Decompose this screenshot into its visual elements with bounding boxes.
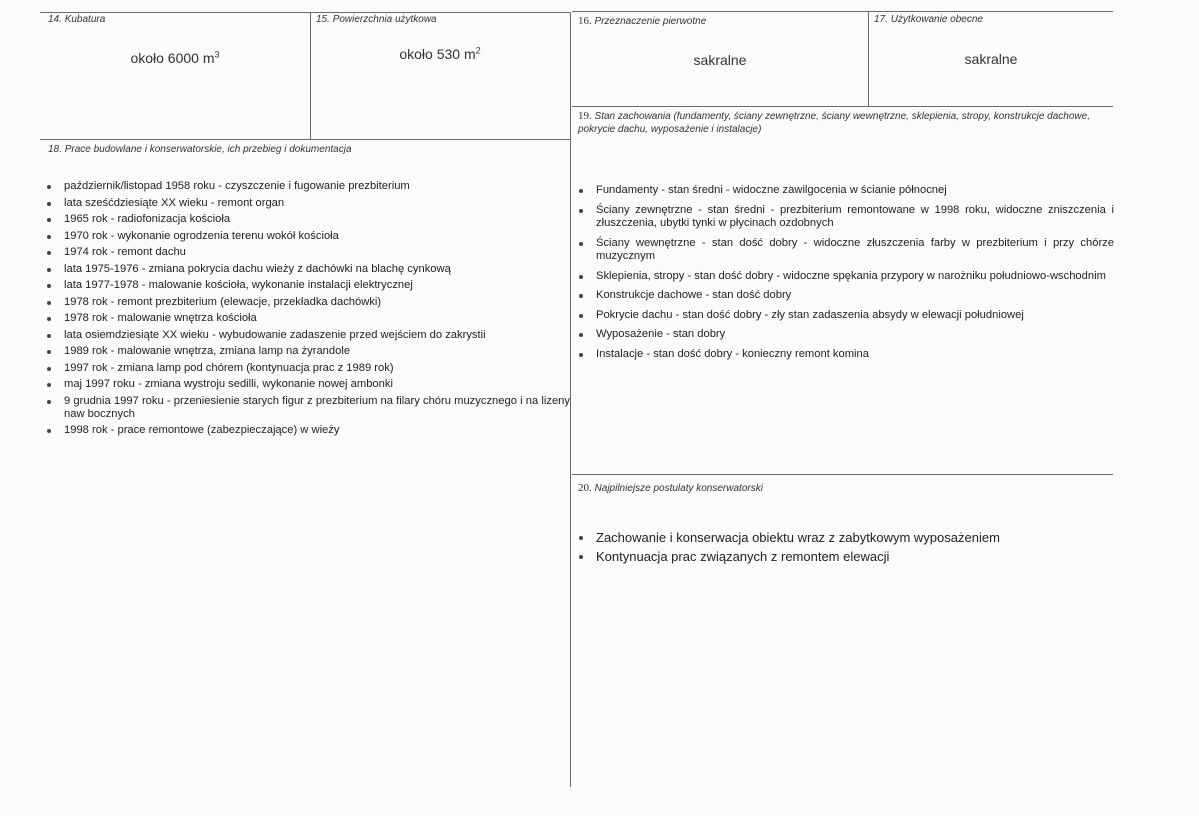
field-20-number: 20. <box>578 482 592 494</box>
field-16-value <box>572 52 868 68</box>
list-item: lata sześćdziesiąte XX wieku - remont organ <box>40 197 570 210</box>
field-17-title: Użytkowanie obecne <box>890 14 983 25</box>
list-item: październik/listopad 1958 roku - czyszczenie i fugowanie prezbiterium <box>40 180 570 193</box>
list-item: Zachowanie i konserwacja obiektu wraz z zabytkowym wyposażeniem <box>572 530 1114 546</box>
list-item: lata 1975-1976 - zmiana pokrycia dachu wieży z dachówki na blachę cynkową <box>40 263 570 276</box>
list-item: 1998 rok - prace remontowe (zabezpieczające) w wieży <box>40 424 570 437</box>
field-16-label <box>578 15 706 27</box>
divider-14-15 <box>310 12 311 139</box>
list-item: lata osiemdziesiąte XX wieku - wybudowanie zadaszenie przed wejściem do zakrystii <box>40 329 570 342</box>
list-item: 1978 rok - remont prezbiterium (elewacje, przekładka dachówki) <box>40 296 570 309</box>
field-18-title: Prace budowlane i konserwatorskie, ich przebieg i dokumentacja <box>64 144 352 155</box>
field-17-value <box>868 51 1114 67</box>
field-18-number: 18. <box>48 144 62 155</box>
field-20-label <box>578 482 763 494</box>
field-14-label <box>48 14 105 25</box>
list-item: Konstrukcje dachowe - stan dość dobry <box>572 289 1114 303</box>
field-19-number: 19. <box>578 110 592 122</box>
list-item: Ściany zewnętrzne - stan średni - prezbiterium remontowane w 1998 roku, widoczne zniszczenia i złuszczenia, ubytki tynki w płycinach ozdobnych <box>572 204 1114 231</box>
center-divider <box>570 12 571 787</box>
field-19-label <box>578 110 1098 136</box>
field-18-list <box>40 180 570 441</box>
field-15-label <box>316 14 437 25</box>
field-17-value-text: sakralne <box>964 51 1018 67</box>
field-15-value-text: około 530 m <box>399 46 476 62</box>
field-14-value <box>40 50 310 66</box>
list-item: 9 grudnia 1997 roku - przeniesienie starych figur z prezbiterium na filary chóru muzycznego i na lizeny naw bocznych <box>40 395 570 421</box>
field-19-list <box>572 184 1114 367</box>
field-14-number: 14. <box>48 14 62 25</box>
list-item: 1978 rok - malowanie wnętrza kościoła <box>40 312 570 325</box>
list-item: maj 1997 roku - zmiana wystroju sedilli, wykonanie nowej ambonki <box>40 378 570 391</box>
field-14-value-text: około 6000 m <box>130 50 215 66</box>
field-18-label <box>48 144 352 155</box>
list-item: 1989 rok - malowanie wnętrza, zmiana lamp na żyrandole <box>40 345 570 358</box>
divider-row-18 <box>40 139 570 140</box>
field-17-number: 17. <box>874 14 888 25</box>
list-item: 1970 rok - wykonanie ogrodzenia terenu wokół kościoła <box>40 230 570 243</box>
list-item: lata 1977-1978 - malowanie kościoła, wykonanie instalacji elektrycznej <box>40 279 570 292</box>
list-item: Wyposażenie - stan dobry <box>572 328 1114 342</box>
field-20-list <box>572 530 1114 568</box>
field-15-value-exponent: 2 <box>475 45 481 56</box>
field-15-number: 15. <box>316 14 330 25</box>
list-item: 1974 rok - remont dachu <box>40 246 570 259</box>
field-19-title: Stan zachowania (fundamenty, ściany zewnętrzne, ściany wewnętrzne, sklepienia, stropy, konstrukcje dachowe, pokrycie dachu, wyposażenie i instalacje) <box>578 111 1090 135</box>
field-16-title: Przeznaczenie pierwotne <box>594 16 707 27</box>
divider-row-20 <box>572 474 1113 475</box>
list-item: Kontynuacja prac związanych z remontem elewacji <box>572 549 1114 565</box>
field-16-number: 16. <box>578 15 592 27</box>
field-20-title: Najpilniejsze postulaty konserwatorski <box>594 483 763 494</box>
list-item: Pokrycie dachu - stan dość dobry - zły stan zadaszenia absydy w elewacji południowej <box>572 309 1114 323</box>
list-item: Instalacje - stan dość dobry - konieczny remont komina <box>572 348 1114 362</box>
list-item: Ściany wewnętrzne - stan dość dobry - widoczne złuszczenia farby w prezbiterium i przy chórze muzycznym <box>572 237 1114 264</box>
field-17-label <box>874 14 983 25</box>
divider-row-19 <box>572 106 1113 107</box>
list-item: Fundamenty - stan średni - widoczne zawilgocenia w ścianie północnej <box>572 184 1114 198</box>
field-16-value-text: sakralne <box>693 52 747 68</box>
field-14-title: Kubatura <box>64 14 106 25</box>
field-15-value <box>310 46 570 62</box>
field-15-title: Powierzchnia użytkowa <box>332 14 437 25</box>
list-item: 1997 rok - zmiana lamp pod chórem (kontynuacja prac z 1989 rok) <box>40 362 570 375</box>
top-border-left <box>40 12 570 13</box>
top-border-right <box>572 11 1113 12</box>
field-14-value-exponent: 3 <box>214 49 220 60</box>
list-item: Sklepienia, stropy - stan dość dobry - widoczne spękania przypory w narożniku południowo-wschodnim <box>572 270 1114 284</box>
list-item: 1965 rok - radiofonizacja kościoła <box>40 213 570 226</box>
